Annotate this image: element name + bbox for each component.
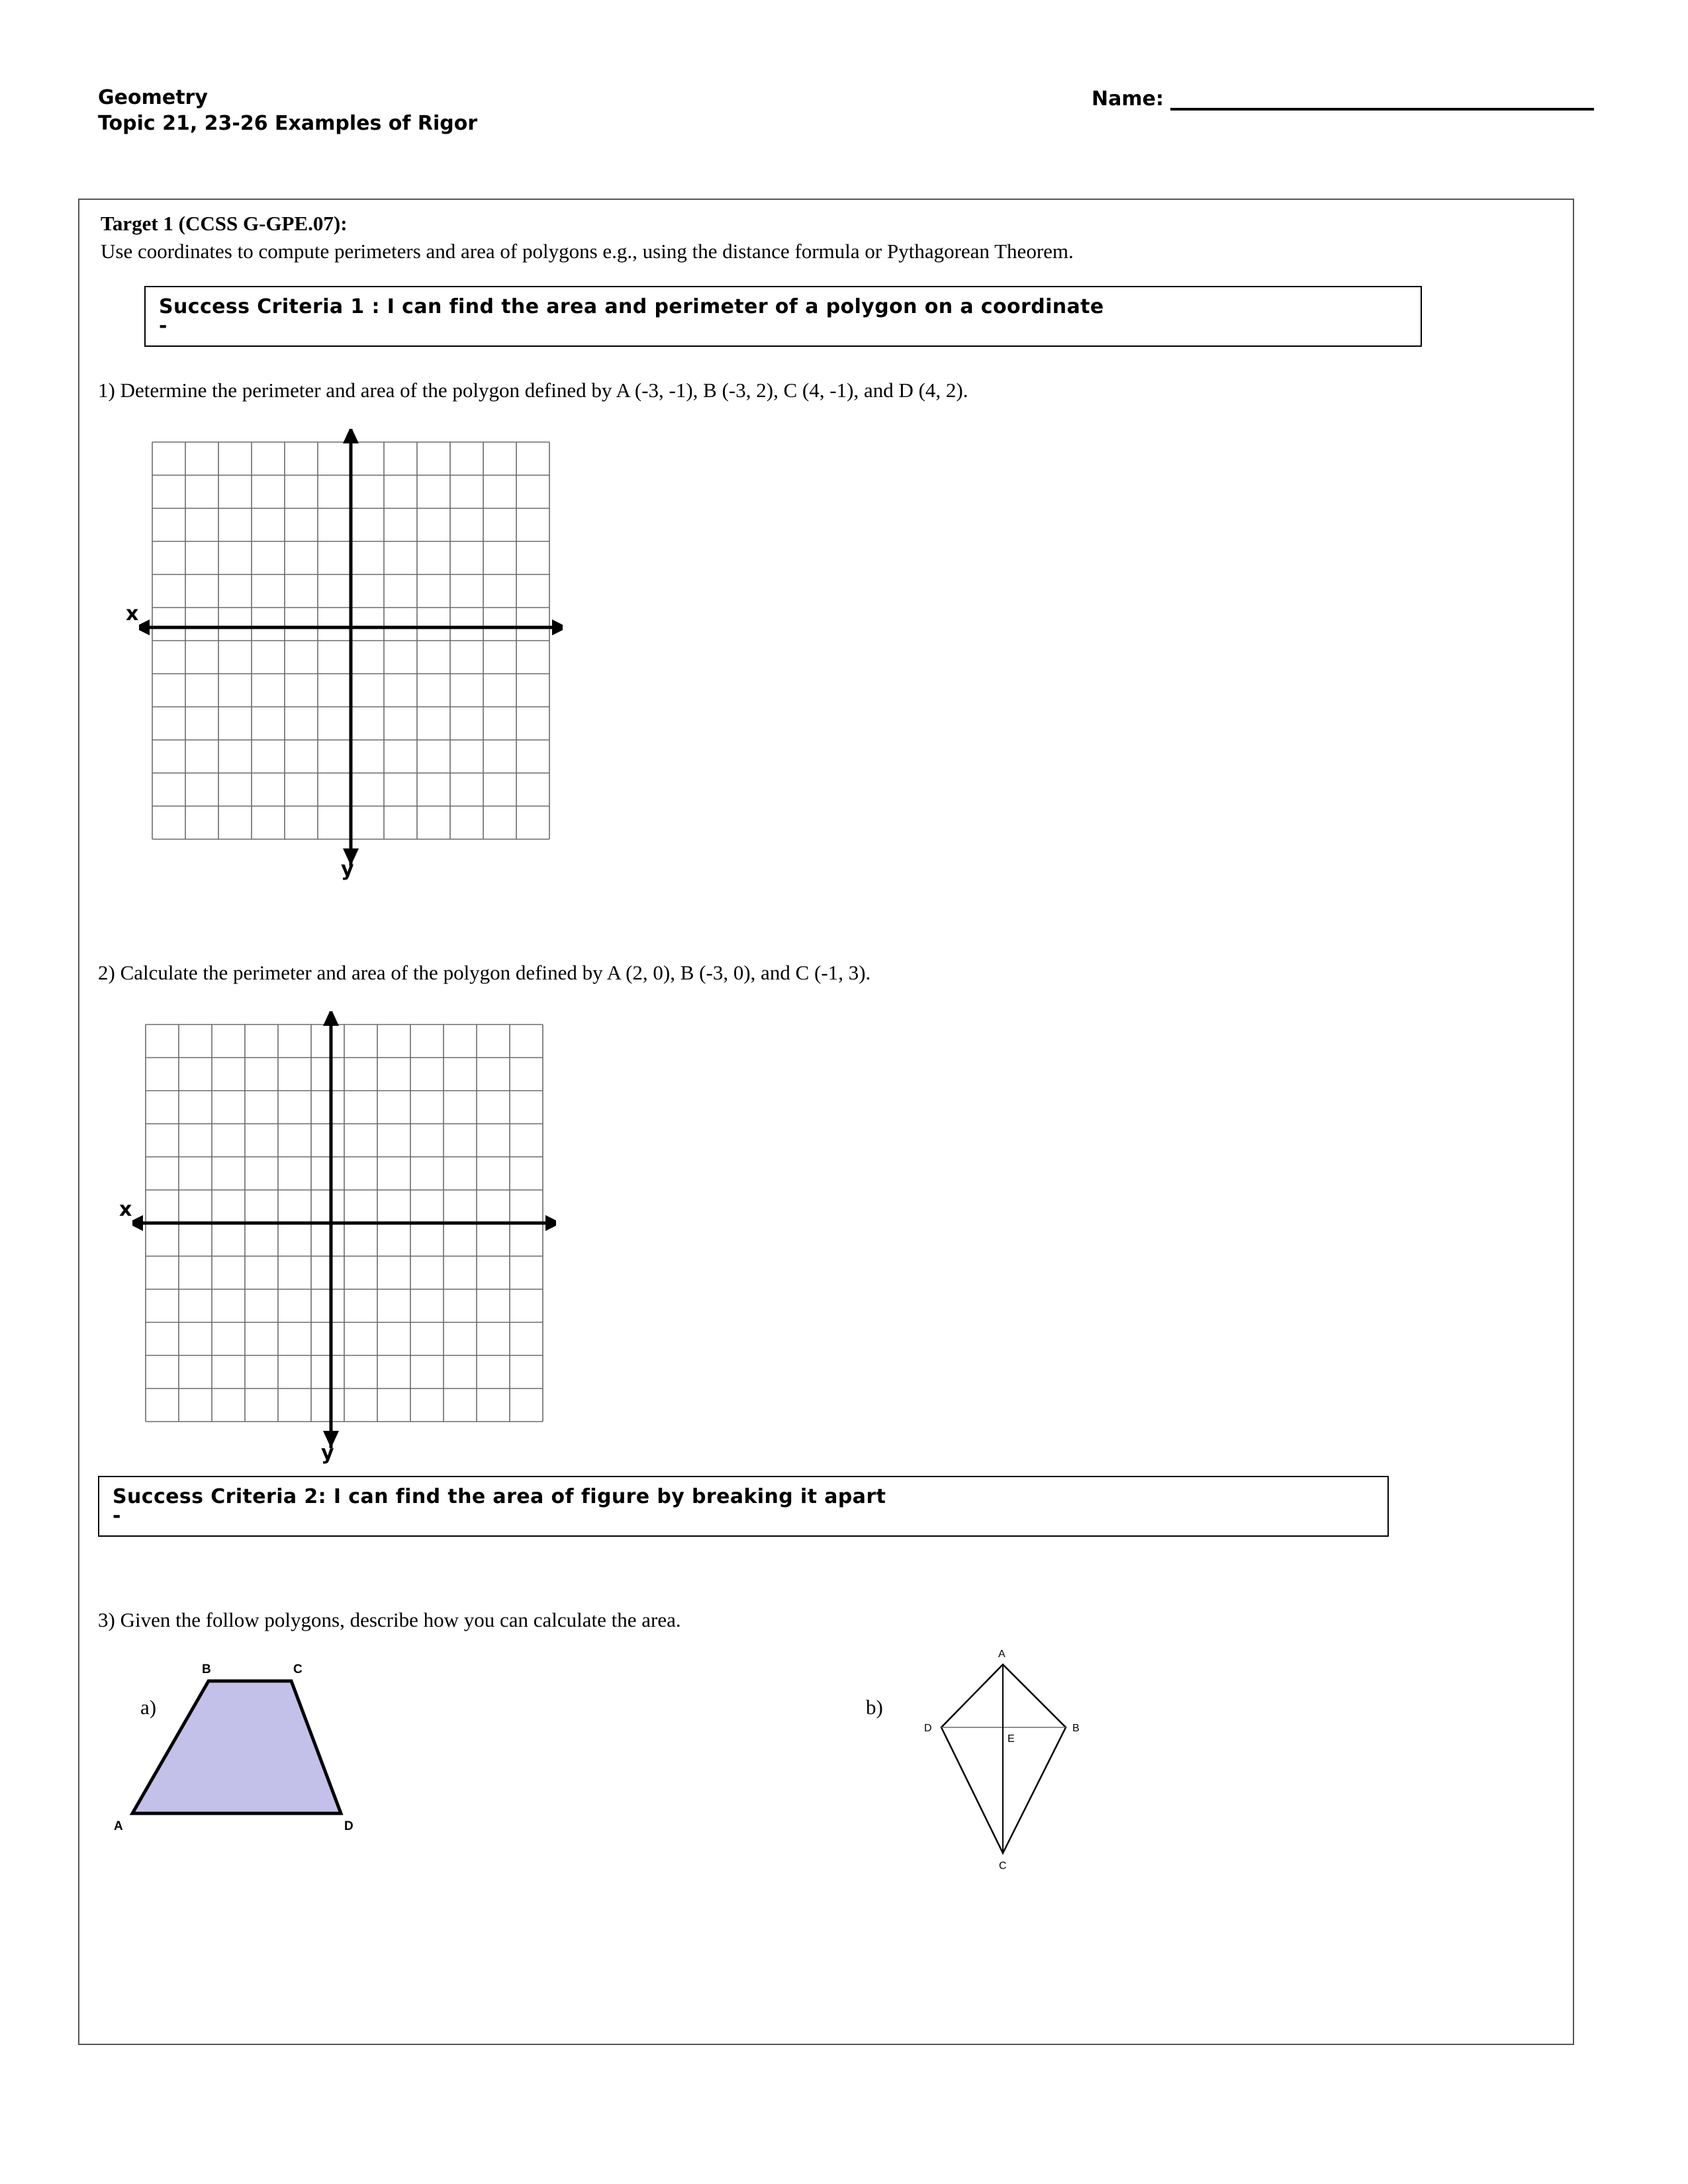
trapezoid-vertex-b: B xyxy=(202,1662,211,1676)
kite-vertex-a: A xyxy=(998,1649,1006,1660)
question-2-text: 2) Calculate the perimeter and area of the polygon defined by A (2, 0), B (-3, 0), and C (-1, 3). xyxy=(98,961,871,984)
figure-b-svg xyxy=(867,1641,1145,1880)
figure-b-kite xyxy=(867,1641,1145,1883)
success-criteria-2-text: Success Criteria 2: I can find the area of figure by breaking it apart xyxy=(113,1485,886,1508)
question-1-text: 1) Determine the perimeter and area of the polygon defined by A (-3, -1), B (-3, 2), C (4, -1), and D (4, 2). xyxy=(98,379,968,402)
grid-1-y-label: y xyxy=(341,858,354,881)
success-criteria-2-dash: - xyxy=(113,1504,121,1527)
success-criteria-1-text: Success Criteria 1 : I can find the area and perimeter of a polygon on a coordinate xyxy=(159,295,1104,318)
kite-vertex-c: C xyxy=(999,1860,1007,1872)
coordinate-grid-1[interactable] xyxy=(126,429,563,882)
name-input-line[interactable] xyxy=(1170,91,1594,111)
figure-a-svg xyxy=(99,1655,444,1866)
target-description: Use coordinates to compute perimeters and area of polygons e.g., using the distance formula or Pythagorean Theorem. xyxy=(101,240,1074,263)
page-header xyxy=(98,85,1594,136)
trapezoid-vertex-c: C xyxy=(293,1662,303,1676)
figure-a-trapezoid xyxy=(99,1655,444,1870)
grid-2-x-label: x xyxy=(119,1198,132,1221)
kite-vertex-e: E xyxy=(1008,1733,1015,1745)
grid-2-y-label: y xyxy=(321,1441,334,1465)
coordinate-grid-1-svg xyxy=(139,429,563,879)
kite-vertex-d: D xyxy=(924,1723,932,1734)
trapezoid-vertex-a: A xyxy=(114,1819,123,1833)
figure-b-label: b) xyxy=(866,1696,883,1719)
figure-a-label: a) xyxy=(140,1696,157,1719)
coordinate-grid-2[interactable] xyxy=(119,1011,556,1465)
question-3-text: 3) Given the follow polygons, describe how you can calculate the area. xyxy=(98,1608,681,1631)
course-title: Geometry xyxy=(98,86,208,109)
trapezoid-shape xyxy=(132,1681,341,1813)
kite-vertex-b: B xyxy=(1072,1723,1080,1734)
coordinate-grid-2-svg xyxy=(132,1011,556,1461)
name-field-group xyxy=(1092,87,1594,111)
topic-subtitle: Topic 21, 23-26 Examples of Rigor xyxy=(98,112,478,135)
target-title: Target 1 (CCSS G-GPE.07): xyxy=(101,212,348,235)
header-left xyxy=(98,85,477,136)
success-criteria-2-box xyxy=(98,1476,1389,1537)
trapezoid-vertex-d: D xyxy=(344,1819,353,1833)
success-criteria-1-dash: - xyxy=(159,314,167,338)
name-label: Name: xyxy=(1092,87,1164,111)
success-criteria-1-box xyxy=(144,286,1422,347)
grid-1-x-label: x xyxy=(126,602,139,625)
